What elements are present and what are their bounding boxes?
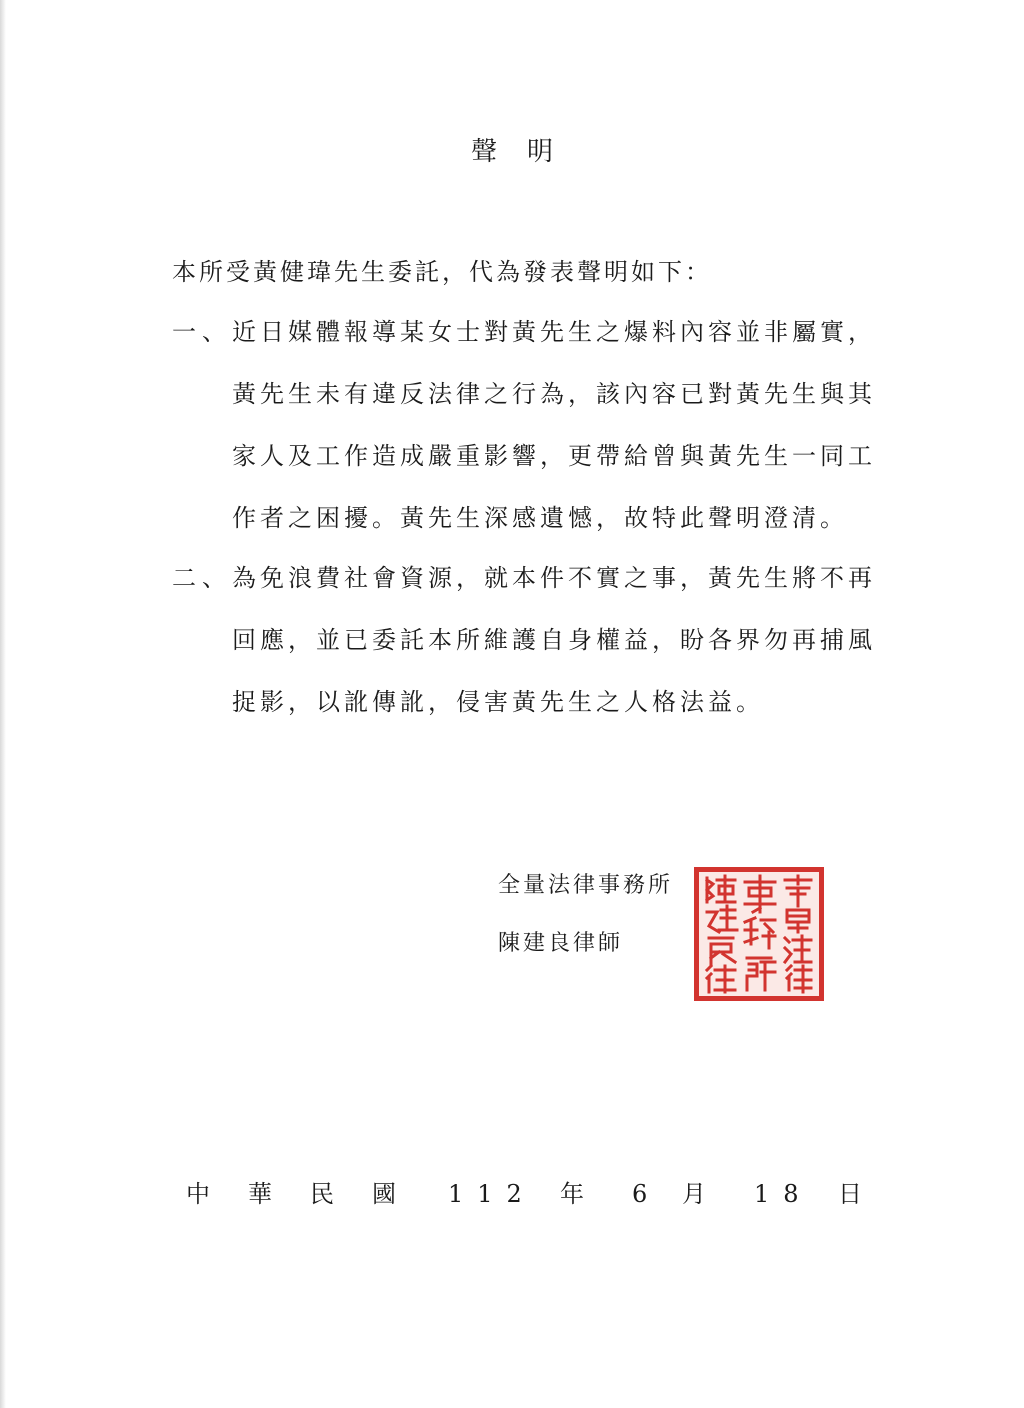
item-line: 為免浪費社會資源，就本件不實之事，黃先生將不再 bbox=[232, 564, 876, 592]
date-era-char: 民 bbox=[310, 1180, 334, 1208]
item-line: 捉影，以訛傳訛，侵害黃先生之人格法益。 bbox=[232, 688, 764, 716]
seal-glyph-drawing bbox=[699, 872, 819, 996]
date-month-unit: 月 bbox=[682, 1180, 706, 1208]
item-line: 近日媒體報導某女士對黃先生之爆料內容並非屬實， bbox=[232, 318, 876, 346]
date-month: 6 bbox=[632, 1180, 648, 1208]
document-title: 聲明 bbox=[470, 137, 583, 167]
item-line: 黃先生未有違反法律之行為，該內容已對黃先生與其 bbox=[232, 380, 876, 408]
date-era-char: 華 bbox=[248, 1180, 272, 1208]
date-year-unit: 年 bbox=[560, 1180, 584, 1208]
date-day: 18 bbox=[754, 1180, 813, 1208]
date-era-char: 國 bbox=[372, 1180, 396, 1208]
date-era-char: 中 bbox=[186, 1180, 210, 1208]
page-shadow-edge bbox=[0, 0, 6, 1408]
item-line: 回應，並已委託本所維護自身權益，盼各界勿再捕風 bbox=[232, 626, 876, 654]
date-year: 112 bbox=[448, 1180, 536, 1208]
item-number: 一、 bbox=[172, 318, 232, 346]
red-seal-stamp bbox=[694, 867, 824, 1001]
item-number: 二、 bbox=[172, 564, 232, 592]
intro-paragraph: 本所受黃健瑋先生委託，代為發表聲明如下： bbox=[172, 258, 712, 286]
item-line: 家人及工作造成嚴重影響，更帶給曾與黃先生一同工 bbox=[232, 442, 876, 470]
date-day-unit: 日 bbox=[838, 1180, 862, 1208]
lawyer-name: 陳建良律師 bbox=[498, 931, 624, 956]
item-line: 作者之困擾。黃先生深感遺憾，故特此聲明澄清。 bbox=[232, 504, 848, 532]
law-firm-name: 全量法律事務所 bbox=[498, 873, 674, 898]
